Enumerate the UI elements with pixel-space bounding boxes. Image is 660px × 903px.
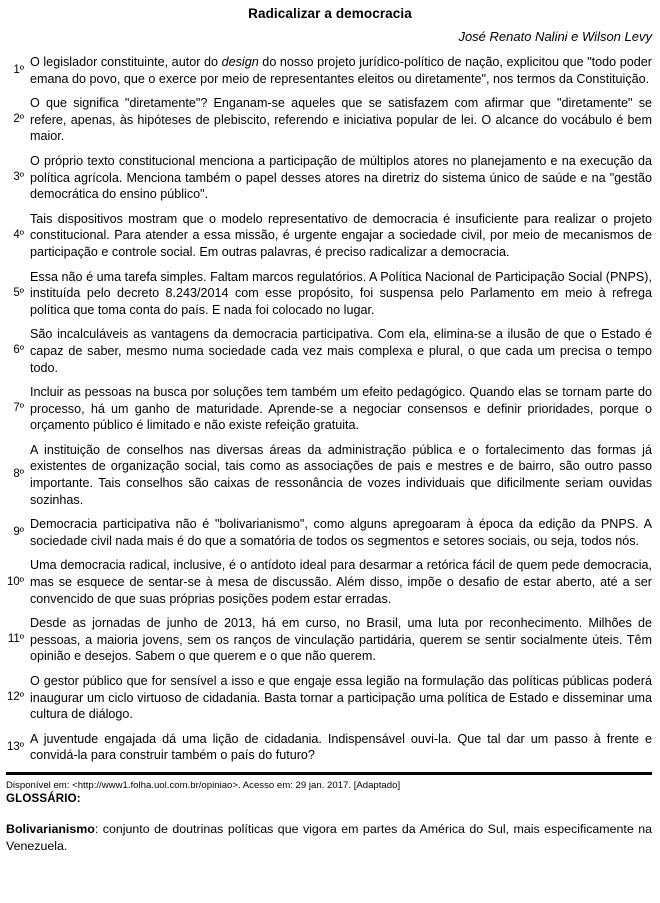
paragraph-text: A juventude engajada dá uma lição de cidadania. Indispensável ouvi-la. Que tal dar um passo à frente e convidá-la para construir também o país do futuro? (30, 731, 652, 763)
paragraph-number: 5º (13, 286, 24, 299)
paragraph-row (0, 269, 660, 319)
paragraph-number: 8º (13, 468, 24, 481)
paragraph-number: 4º (13, 228, 24, 241)
paragraph-text-segment: O legislador constituinte, autor do (30, 55, 222, 69)
document-page (0, 6, 660, 903)
paragraph-number: 9º (13, 526, 24, 539)
page-title: Radicalizar a democracia (248, 6, 412, 21)
paragraph-text: São incalculáveis as vantagens da democracia participativa. Com ela, elimina-se a ilusão de que o Estado é capaz de saber, mesmo numa sociedade cada vez mais complexa e plural, o que cada um precisa o tempo todo. (30, 327, 652, 375)
paragraph-number: 13º (7, 740, 24, 753)
paragraph-row (0, 516, 660, 549)
paragraph-text (30, 54, 660, 87)
paragraph-row (0, 615, 660, 665)
paragraph-number: 2º (13, 113, 24, 126)
paragraph-text-segment: do nosso projeto jurídico-político de nação, explicitou que "todo poder emana do povo, que o exerce por meio de representantes eleitos ou diretamente", nos termos da Constituição. (30, 55, 652, 86)
paragraph-row (0, 557, 660, 607)
paragraph-text: Essa não é uma tarefa simples. Faltam marcos regulatórios. A Política Nacional de Participação Social (PNPS), instituída pelo decreto 8.243/2014 com esse propósito, foi suspensa pelo Parlamento em meio à refrega política que toma conta do país. E nada foi colocado no lugar. (30, 269, 652, 317)
paragraph-number: 12º (7, 691, 24, 704)
paragraph-text: O que significa "diretamente"? Enganam-se aqueles que se satisfazem com afirmar que "diretamente" se refere, apenas, às hipóteses de plebiscito, referendo e iniciativa popular de lei. O alcance do vocábulo é bem maior. (30, 96, 652, 144)
glossary-term: Bolivarianismo (6, 821, 95, 836)
paragraph-number: 3º (13, 171, 24, 184)
paragraph-text: Uma democracia radical, inclusive, é o antídoto ideal para desarmar a retórica fácil de quem pede democracia, mas se esquece de sentar-se à mesa de discussão. Além disso, impõe o desafio de estar aberto, até a ser convencido de que suas próprias posições podem estar erradas. (30, 558, 652, 606)
section-divider (6, 772, 652, 775)
paragraph-text: Democracia participativa não é "bolivarianismo", como alguns apregoaram à época da edição da PNPS. A sociedade civil nada mais é do que a somatória de todos os segmentos e setores sociais, ou seja, todos nós. (30, 517, 652, 548)
paragraph-row (0, 731, 660, 764)
paragraph-row (0, 54, 660, 87)
paragraph-number: 7º (13, 402, 24, 415)
paragraph-number: 6º (13, 344, 24, 357)
paragraph-text: Incluir as pessoas na busca por soluções tem também um efeito pedagógico. Quando elas se tornam parte do processo, há um ganho de maturidade. Aprende-se a negociar consensos e definir prioridades, porque o orçamento público é limitado e não existe refeição gratuita. (30, 385, 652, 433)
paragraph-text: Desde as jornadas de junho de 2013, há em curso, no Brasil, uma luta por reconhecimento. Milhões de pessoas, a maioria jovens, sem os ranços de vinculação partidária, querem se sentir socialmente úteis. Têm opinião e desejos. Sabem o que querem e o que não querem. (30, 616, 652, 664)
paragraph-row (0, 211, 660, 261)
paragraph-row (0, 326, 660, 376)
paragraph-italic-term: design (221, 55, 259, 69)
paragraph-row (0, 442, 660, 508)
paragraph-text: O gestor público que for sensível a isso e que engaje essa legião na formulação das políticas públicas poderá inaugurar um ciclo virtuoso de cidadania. Basta tornar a participação uma política de Estado e disseminar uma cultura de diálogo. (30, 674, 652, 722)
paragraph-list (0, 54, 660, 764)
glossary-definition: : conjunto de doutrinas políticas que vigora em partes da América do Sul, mais especificamente na Venezuela. (6, 821, 652, 853)
paragraph-text: A instituição de conselhos nas diversas áreas da administração pública e o fortalecimento das formas já existentes de organização social, tais como as associações de pais e mestres e de bairro, são outro passo importante. Tais conselhos são caixas de ressonância de vozes individuais que dificilmente seriam ouvidas sozinhas. (30, 442, 652, 507)
glossary-entry (6, 821, 652, 854)
paragraph-number: 10º (7, 575, 24, 588)
author-line: José Renato Nalini e Wilson Levy (458, 29, 652, 44)
source-citation: Disponível em: <http://www1.folha.uol.com.br/opiniao>. Acesso em: 29 jan. 2017. [Adaptado] (6, 779, 401, 791)
paragraph-row (0, 95, 660, 145)
paragraph-text: O próprio texto constitucional menciona a participação de múltiplos atores no planejamento e na execução da política agrícola. Menciona também o papel desses atores na diretriz do sistema único de saúde e na "gestão democrática do ensino público". (30, 153, 652, 202)
paragraph-row (0, 673, 660, 723)
paragraph-number: 1º (13, 63, 24, 76)
glossary-heading: GLOSSÁRIO: (6, 792, 81, 805)
paragraph-row (0, 384, 660, 434)
paragraph-row (0, 153, 660, 203)
paragraph-number: 11º (7, 633, 24, 646)
paragraph-text: Tais dispositivos mostram que o modelo representativo de democracia é insuficiente para realizar o projeto constitucional. Para atender a essa missão, é urgente engajar a sociedade civil, por meio de mecanismos de participação e controle social. Em outras palavras, é preciso radicalizar a democracia. (30, 211, 652, 259)
